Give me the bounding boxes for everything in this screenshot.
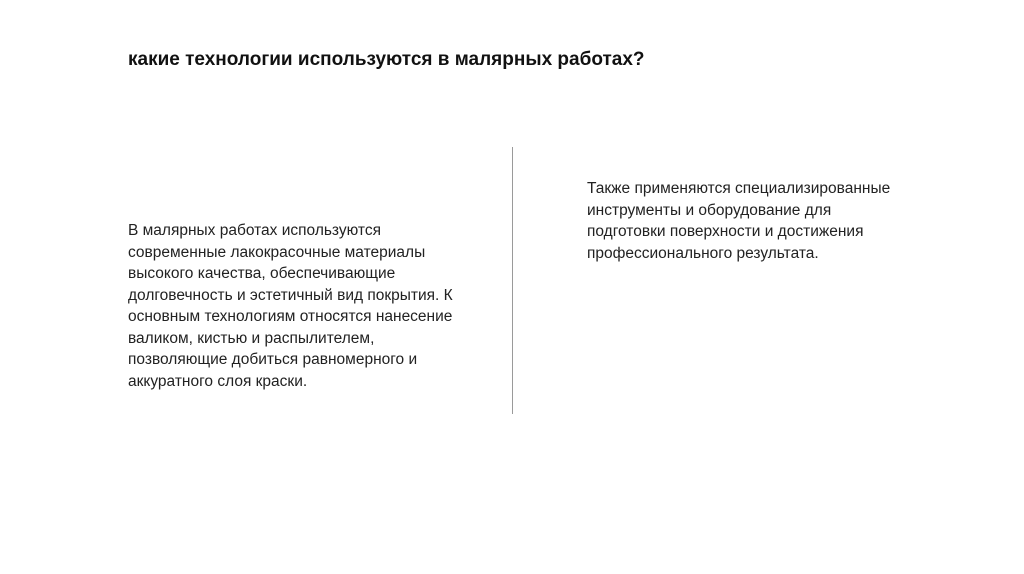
column-divider xyxy=(512,147,513,414)
slide-title: какие технологии используются в малярных работах? xyxy=(128,49,645,70)
right-text-block: Также применяются специализированные инструменты и оборудование для подготовки поверхности и достижения профессионального результата. xyxy=(587,180,891,262)
left-text-block: В малярных работах используются современные лакокрасочные материалы высокого качества, обеспечивающие долговечность и эстетичный вид покрытия. К основным технологиям относятся нанесение валиком, кистью и распылителем, позволяющие добиться равномерного и аккуратного слоя краски. xyxy=(128,222,453,390)
